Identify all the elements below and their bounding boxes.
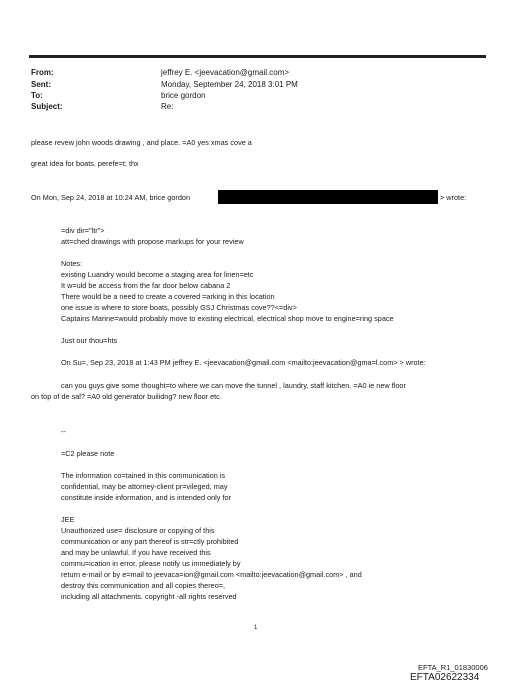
info-line-3: constitute inside information, and is intended only for [61, 493, 231, 502]
jee-line: JEE [61, 515, 75, 524]
sent-value: Monday, September 24, 2018 3:01 PM [161, 80, 298, 89]
div-line: =div dir="ltr"> [61, 226, 105, 235]
note-4: one issue is where to store boats, possibly GSJ Christmas cove??<=div> [61, 303, 297, 312]
quote-intro: On Mon, Sep 24, 2018 at 10:24 AM, brice gordon [31, 193, 191, 202]
sent-label: Sent: [31, 80, 51, 89]
quote-line-1: can you guys give some thought=to where we can move the tunnel , laundry, staff kitchen. =A0 ie new floor [61, 381, 406, 390]
please-note-line: =C2 please note [61, 449, 115, 458]
redaction-box [218, 190, 438, 204]
bates-number-large: EFTA02622334 [410, 672, 480, 683]
from-label: From: [31, 68, 54, 77]
body-line-2: great idea for boats. perefe=t; thx [31, 159, 139, 168]
note-3: There would be a need to create a covered =arking in this location [61, 292, 275, 301]
subject-value: Re: [161, 102, 174, 111]
from-value: jeffrey E. <jeevacation@gmail.com> [161, 68, 290, 77]
on-sun-line: On Su=, Sep 23, 2018 at 1:43 PM jeffrey E. <jeevacation@gmail.com <mailto:jeevacation@gma=l.com> > wrote: [61, 358, 426, 367]
info-line-1: The information co=tained in this communication is [61, 471, 226, 480]
page-number: 1 [254, 625, 258, 631]
subject-label: Subject: [31, 102, 63, 111]
disclaimer-line-4: commu=ication in error, please notify us immediately by [61, 559, 241, 568]
disclaimer-line-6: destroy this communication and all copies thereo=, [61, 581, 226, 590]
attached-line: att=ched drawings with propose markups for your review [61, 237, 244, 246]
header-rule [29, 55, 486, 58]
note-5: Captains Marine=would probably move to existing electrical, electrical shop move to engine=ring space [61, 314, 394, 323]
note-2: It w=uld be access from the far door below cabana 2 [61, 281, 231, 290]
disclaimer-line-2: communication or any part thereof is str=ctly prohibited [61, 537, 239, 546]
bates-number-small: EFTA_R1_01830006 [418, 663, 488, 672]
body-line-1: please revew john woods drawing , and place. =A0 yes xmas cove a [31, 138, 252, 147]
disclaimer-line-7: including all attachments. copyright -all rights reserved [61, 592, 237, 601]
disclaimer-line-3: and may be unlawful. If you have received this [61, 548, 211, 557]
to-value: brice gordon [161, 91, 206, 100]
thoughts-line: Just our thou=hts [61, 336, 118, 345]
quote-line-2: on top of de sal? =A0 old generator builidng? new floor etc. [31, 392, 222, 401]
quote-intro-wrote: > wrote: [440, 193, 467, 202]
info-line-2: confidential, may be attorney-client pr=vileged, may [61, 482, 228, 491]
note-1: existing Luandry would become a staging area for linen=etc [61, 270, 254, 279]
signature-dashes: -- [61, 427, 66, 436]
notes-heading: Notes: [61, 259, 83, 268]
disclaimer-line-1: Unauthorized use= disclosure or copying of this [61, 526, 215, 535]
to-label: To: [31, 91, 43, 100]
disclaimer-line-5: return e-mail or by e=mail to jeevaca=ion@gmail.com <mailto:jeevacation@gmail.com> , and [61, 570, 362, 579]
